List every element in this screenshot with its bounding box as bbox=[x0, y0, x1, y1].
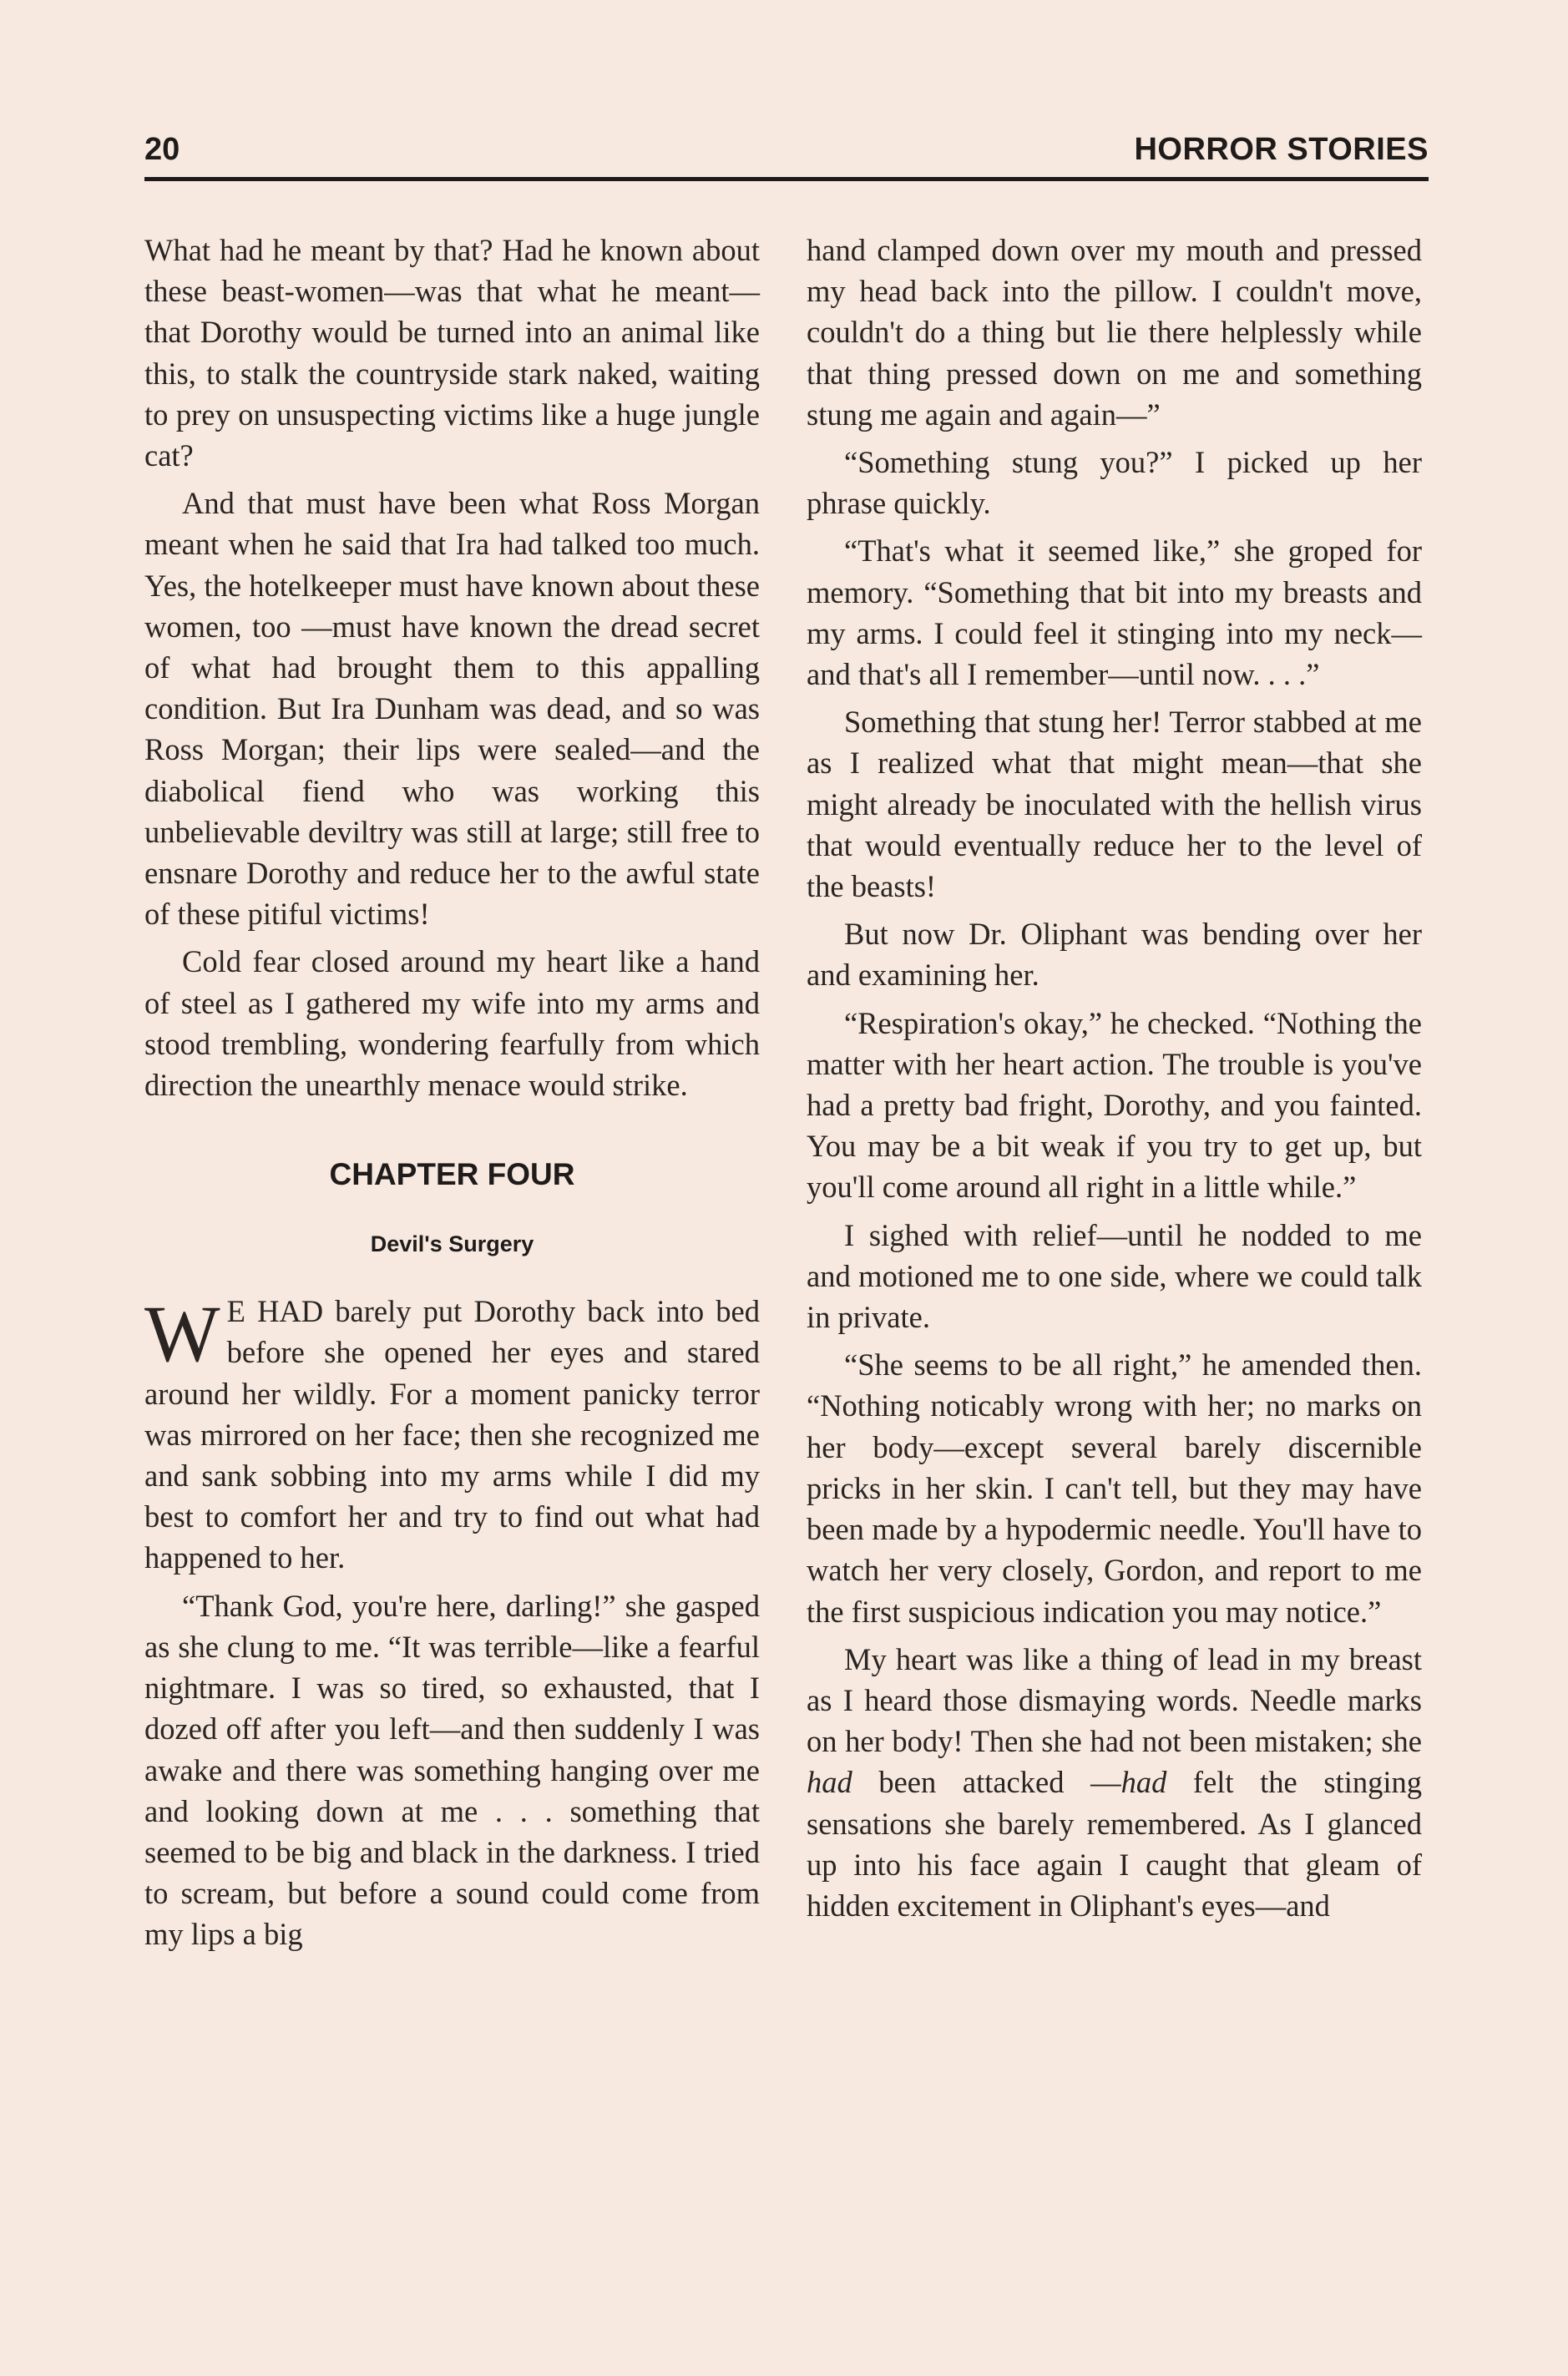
paragraph: But now Dr. Oliphant was bending over her and examining her. bbox=[807, 917, 1422, 993]
chapter-title: CHAPTER FOUR bbox=[329, 1157, 575, 1192]
paragraph: “Respiration's okay,” he checked. “Nothing the matter with her heart action. The trouble is you've had a pretty bad fright, Dorothy, and you fainted. You may be a bit weak if you try to get up, but you'll come around all right in a little while.” bbox=[807, 1005, 1422, 1205]
text-run: felt the stinging sensations she barely remembered. As I glanced up into his face again I caught that gleam of hidden excitement in Oliphant's eyes—and bbox=[807, 1765, 1422, 1923]
emphasis: had bbox=[807, 1765, 852, 1800]
dropcap-paragraph bbox=[144, 1291, 760, 1578]
page-header bbox=[144, 132, 1429, 175]
paragraph: “Thank God, you're here, darling!” she gasped as she clung to me. “It was terrible—like a fearful nightmare. I was so tired, so exhausted, that I dozed off after you left—and then suddenly I was awake and there was something hanging over me and looking down at me . . . something that seemed to be big and black in the darkness. I tried to scream, but before a sound could come from my lips a big bbox=[144, 1588, 760, 1952]
text-run: been attacked — bbox=[852, 1765, 1121, 1800]
paragraph: hand clamped down over my mouth and pressed my head back into the pillow. I couldn't move, couldn't do a thing but lie there helplessly while that thing pressed down on me and something stung me again and again—” bbox=[807, 233, 1422, 432]
text-run: My heart was like a thing of lead in my breast as I heard those dismaying words. Needle marks on her body! Then she had not been mistaken; she bbox=[807, 1641, 1422, 1759]
magazine-title: HORROR STORIES bbox=[1134, 132, 1429, 167]
paragraph: What had he meant by that? Had he known about these beast-women—was that what he meant—that Dorothy would be turned into an animal like this, to stalk the countryside stark naked, waiting to prey on unsuspecting victims like a huge jungle cat? bbox=[144, 233, 760, 473]
chapter-subtitle: Devil's Surgery bbox=[370, 1231, 534, 1257]
paragraph: And that must have been what Ross Morgan meant when he said that Ira had talked too much. Yes, the hotelkeeper must have known about these women, too —must have known the dread secret of what had brought them to this appalling condition. But Ira Dunham was dead, and so was Ross Morgan; their lips were sealed—and the diabolical fiend who was working this unbelievable deviltry was still at large; still free to ensnare Dorothy and reduce her to the awful state of these pitiful victims! bbox=[144, 486, 760, 932]
right-column bbox=[807, 230, 1422, 1933]
dropcap-paragraph-text: E HAD barely put Dorothy back into bed before she opened her eyes and stared around her wildly. For a moment panicky terror was mirrored on her face; then she recognized me and sank sobbing into my arms while I did my best to comfort her and try to find out what had happened to her. bbox=[144, 1294, 760, 1575]
paragraph: Something that stung her! Terror stabbed at me as I realized what that might mean—that she might already be inoculated with the hellish virus that would eventually reduce her to the level of the beasts! bbox=[807, 705, 1422, 904]
header-rule bbox=[144, 177, 1429, 181]
left-column bbox=[144, 230, 760, 1962]
page-number: 20 bbox=[144, 132, 180, 167]
paragraph bbox=[807, 1639, 1422, 1926]
paragraph: I sighed with relief—until he nodded to me and motioned me to one side, where we could talk in private. bbox=[807, 1217, 1422, 1335]
paragraph: “She seems to be all right,” he amended then. “Nothing noticably wrong with her; no marks on her body—except several barely discernible pricks in her skin. I can't tell, but they may have been made by a hypodermic needle. You'll have to watch her very closely, Gordon, and report to me the first suspicious indication you may notice.” bbox=[807, 1347, 1422, 1629]
paragraph: “That's what it seemed like,” she groped for memory. “Something that bit into my breasts and my arms. I could feel it stinging into my neck—and that's all I remember—until now. . . .” bbox=[807, 533, 1422, 692]
emphasis: had bbox=[1120, 1765, 1167, 1800]
paragraph: “Something stung you?” I picked up her phrase quickly. bbox=[807, 445, 1422, 521]
paragraph: Cold fear closed around my heart like a hand of steel as I gathered my wife into my arms and stood trembling, wondering fearfully from which direction the unearthly menace would strike. bbox=[144, 944, 760, 1103]
drop-cap: W bbox=[144, 1289, 220, 1379]
